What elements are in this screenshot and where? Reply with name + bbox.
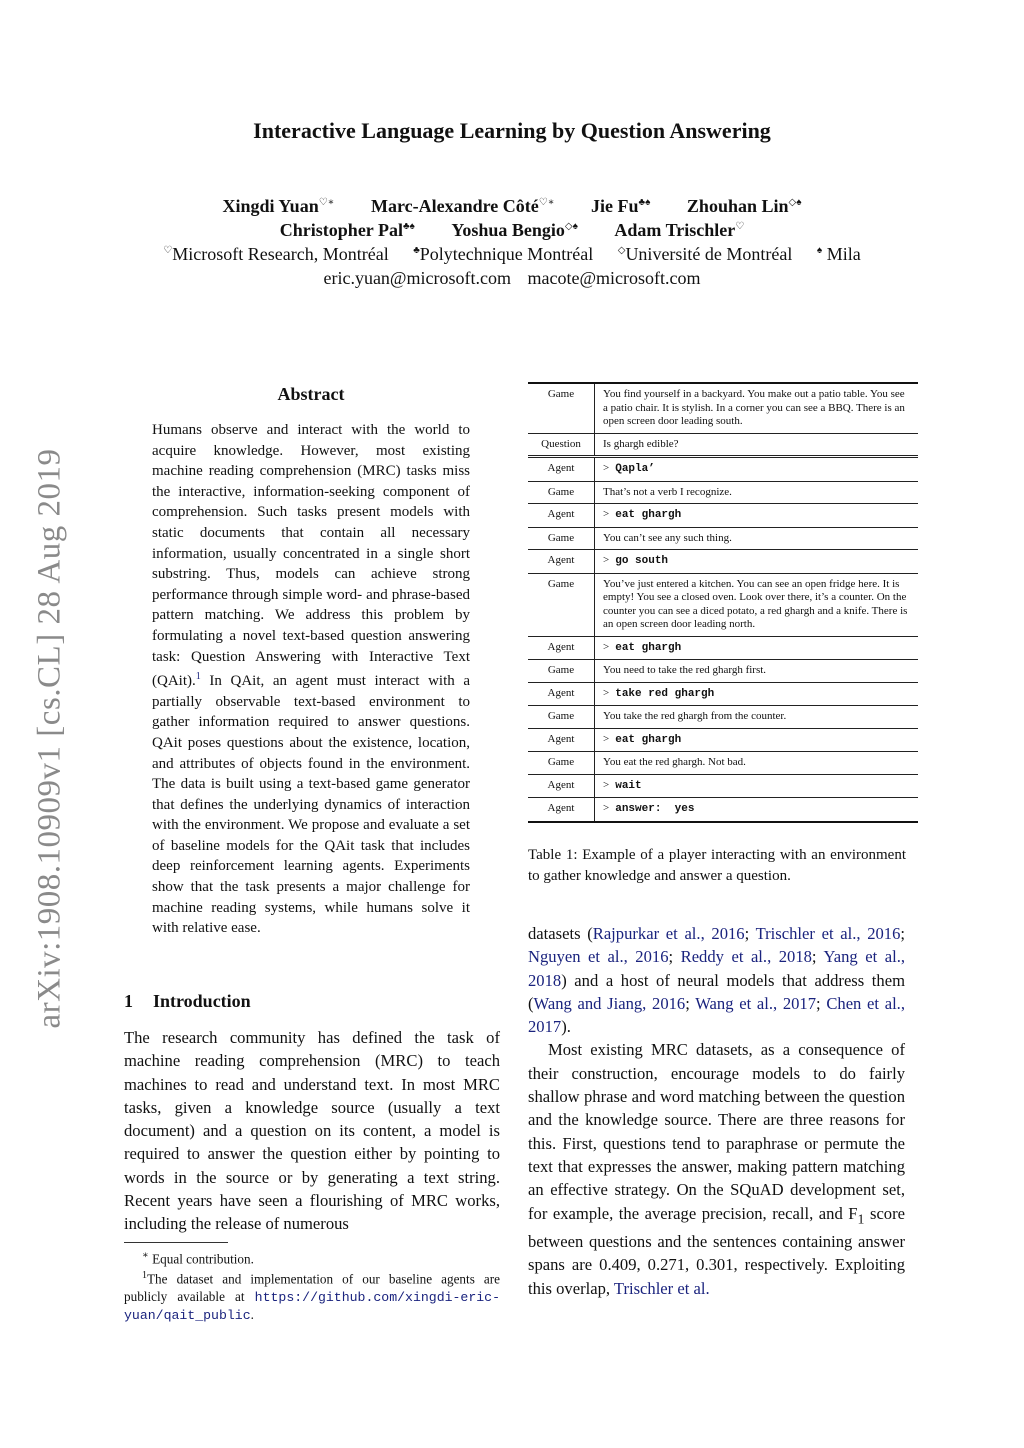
table-speaker-cell: Game [528,706,595,728]
table-row [528,660,918,683]
author-cote: Marc-Alexandre Côté♡∗ [370,196,555,216]
table-row [528,528,918,551]
affiliation-polytechnique: ♣Polytechnique Montréal [413,244,594,264]
citation-trischler[interactable]: Trischler et al. [613,1278,710,1298]
footnotes [124,1247,500,1324]
table-speaker-cell: Question [528,434,595,456]
command-prompt-symbol: > [603,802,610,814]
table-row [528,706,918,729]
citation-chen[interactable]: Chen et al., 2017 [528,993,905,1037]
agent-command-text: take red ghargh [615,687,715,700]
github-link[interactable]: https://github.com/xingdi-eric-yuan/qait_public [124,1289,500,1323]
table-speaker-cell: Game [528,574,595,636]
table-speaker-cell: Agent [528,458,595,481]
table-speaker-cell: Game [528,482,595,504]
agent-command-text: eat ghargh [615,509,682,521]
table-utterance-cell [595,775,918,798]
email-cote[interactable]: macote@microsoft.com [527,268,701,288]
table-row [528,458,918,482]
table-row [528,775,918,799]
citation-reddy[interactable]: Reddy et al., 2018 [680,947,812,967]
abstract-heading: Abstract [277,384,345,404]
author-line-1 [0,196,1024,217]
section-heading-introduction: 1 Introduction [124,991,251,1011]
paragraph-mrc-datasets: Most existing MRC datasets, as a consequence of their construction, encourage models to do fairly shallow phrase and word matching between the question and the knowledge source. There are three reasons for this. First, questions tend to paraphrase or permute the text that expresses the answer, making pattern matching an effective strategy. On the SQuAD development set, for example, the average precision, recall, and $F_1$ score between questions and the sentences containing answer spans are 0.409, 0.271, 0.301, respectively. Exploiting this overlap, Trischler et al. [528,1040,905,1298]
table-row [528,574,918,637]
affiliation-microsoft: ♡Microsoft Research, Montréal [163,244,389,264]
command-prompt-symbol: > [603,686,610,699]
table-row [528,434,918,459]
table-row [528,384,918,434]
citation-wang-2017[interactable]: Wang et al., 2017 [695,993,817,1013]
command-prompt-symbol: > [603,732,610,745]
agent-command-text: go south [615,555,669,567]
footnote-dataset: $^1$The dataset and implementation of our baseline agents are publicly available at https://github.com/xingdi-eric-yuan/qait_public. [124,1270,500,1323]
table-row [528,683,918,707]
table-row [528,504,918,528]
affiliation-mila: ♠ Mila [816,244,861,264]
command-prompt-symbol: > [603,554,610,566]
command-prompt-symbol: > [603,462,610,474]
author-lin: Zhouhan Lin◇♠ [686,196,802,216]
table-utterance-cell: You take the red ghargh from the counter. [603,710,787,722]
author-trischler: Adam Trischler♡ [614,220,745,240]
table-utterance-cell [595,550,918,573]
citation-trischler-2016[interactable]: Trischler et al., 2016 [755,924,901,943]
table-utterance-cell: Is ghargh edible? [603,437,679,450]
table-speaker-cell: Game [528,384,595,433]
right-column-body [528,922,905,1300]
table-speaker-cell: Agent [528,550,595,573]
table-utterance-cell [595,798,918,821]
command-prompt-symbol: > [603,778,610,791]
arxiv-identifier-stamp: arXiv:1908.10909v1 [cs.CL] 28 Aug 2019 [31,448,68,1029]
table-speaker-cell: Agent [528,504,595,527]
citation-nguyen[interactable]: Nguyen et al., 2016 [528,947,669,967]
table-speaker-cell: Game [528,752,595,774]
author-pal: Christopher Pal♣♠ [279,220,415,240]
affiliation-udem: ◇Université de Montréal [617,244,793,264]
table-utterance-cell [595,729,918,752]
author-fu: Jie Fu♣♠ [591,196,651,216]
abstract-body: Humans observe and interact with the world to acquire knowledge. However, most existing machine reading comprehension (MRC) tasks miss the interactive, information-seeking component of comprehension. Such tasks present models with static documents that contain all necessary information, usually concentrated in a single short substring. Thus, models can achieve strong performance through simple word- and phrase-based pattern matching. We address this problem by formulating a novel text-based question answering task: Question Answering with Interactive Text (QAit).$^1$ In QAit, an agent must interact with a partially observable text-based environment to gather information required to answer questions. QAit poses questions about the existence, location, and attributes of objects found in the environment. The data is built using a text-based game generator that defines the underlying dynamics of interaction with the environment. We propose and evaluate a set of baseline models for the QAit task that includes deep reinforcement learning agents. Experiments show that the task presents a major challenge for machine reading systems, while humans solve it with relative ease. [152,422,471,937]
email-yuan[interactable]: eric.yuan@microsoft.com [323,268,511,288]
table-utterance-cell: You find yourself in a backyard. You make out a patio table. You see a patio chair. It is stylish. In a corner you can see a BBQ. There is an open screen door leading south. [603,388,905,427]
footnote-rule [124,1242,228,1243]
table-row [528,752,918,775]
command-prompt-symbol: > [603,508,610,520]
contact-emails [0,268,1024,289]
table-row [528,482,918,505]
agent-command-text: eat ghargh [615,733,682,746]
table-utterance-cell [595,458,918,481]
agent-command-text: eat ghargh [615,641,682,654]
author-yuan: Xingdi Yuan♡∗ [222,196,335,216]
author-line-2 [0,220,1024,241]
author-bengio: Yoshua Bengio◇♠ [451,220,578,240]
table-speaker-cell: Agent [528,775,595,798]
paragraph-datasets: datasets (Rajpurkar et al., 2016; Trischler et al., 2016; Nguyen et al., 2016; Reddy et al., 2018; Yang et al., 2018) and a host of neural models that address them (Wang and Jiang, 2016; Wang et al., 2017; Chen et al., 2017). [528,924,906,1037]
table-speaker-cell: Agent [528,637,595,660]
table-utterance-cell: You need to take the red ghargh first. [603,664,767,676]
table-speaker-cell: Game [528,528,595,550]
table-speaker-cell: Game [528,660,595,682]
table-row [528,550,918,574]
agent-command-text: wait [615,779,642,792]
table-speaker-cell: Agent [528,729,595,752]
table-row [528,729,918,753]
example-interaction-table [528,382,918,823]
footnote-equal-contribution: ∗ Equal contribution. [142,1250,254,1267]
table-utterance-cell: You eat the red ghargh. Not bad. [603,756,746,768]
table-row [528,798,918,821]
affiliations [0,244,1024,265]
command-prompt-symbol: > [603,640,610,653]
citation-rajpurkar[interactable]: Rajpurkar et al., 2016 [592,924,745,943]
table-caption: Table 1: Example of a player interacting with an environment to gather knowledge and answer a question. [528,847,906,884]
table-utterance-cell: You can’t see any such thing. [603,531,732,544]
table-utterance-cell: You’ve just entered a kitchen. You can see an open fridge here. It is empty! You see a closed oven. Look over there, it’s a counter. On the counter you can see a diced potato, a red ghargh and a knife. There is an open screen door leading north. [603,577,908,630]
footnote-ref-1[interactable]: 1 [195,671,201,683]
table-speaker-cell: Agent [528,798,595,821]
table-utterance-cell [595,504,918,527]
citation-yang[interactable]: Yang et al., 2018 [528,947,905,990]
paper-title: Interactive Language Learning by Question Answering [253,118,771,143]
introduction-body: The research community has defined the task of machine reading comprehension (MRC) to teach machines to read and understand text. In most MRC tasks, given a knowledge source (usually a text document) and a question on its content, a model is required to answer the question either by pointing to words in the source or by generating a text string. Recent years have seen a flourishing of MRC works, including the release of numerous [124,1028,500,1234]
table-row [528,637,918,661]
table-speaker-cell: Agent [528,683,595,706]
table-utterance-cell [595,683,918,706]
agent-command-text: answer: yes [615,803,695,815]
agent-command-text: Qapla’ [615,463,655,475]
citation-wang-jiang[interactable]: Wang and Jiang, 2016 [533,993,686,1013]
table-utterance-cell [595,637,918,660]
table-utterance-cell: That’s not a verb I recognize. [603,485,732,498]
